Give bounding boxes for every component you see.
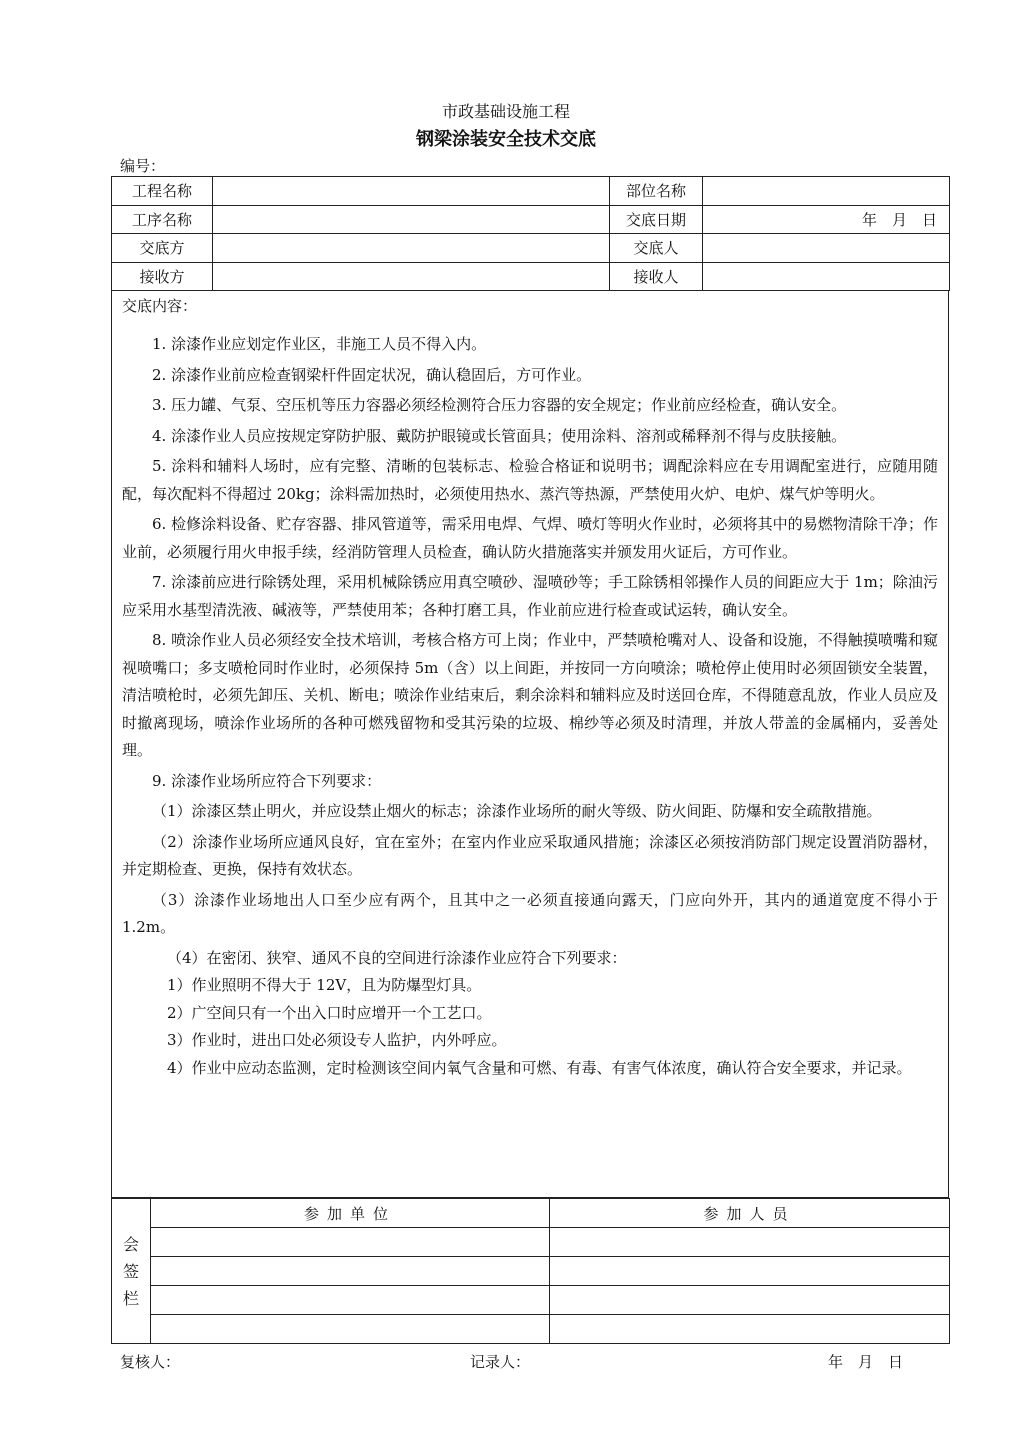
list-item: 7. 涂漆前应进行除锈处理，采用机械除锈应用真空喷砂、湿喷砂等；手工除锈相邻操作人员的间距应大于 1m；除油污应采用水基型清洗液、碱液等，严禁使用苯；各种打磨工具，作业前应进行检查或试运转，确认安全。: [122, 573, 938, 619]
unit-header: 参加单位: [151, 1199, 550, 1228]
list-item: 2. 涂漆作业前应检查钢梁杆件固定状况，确认稳固后，方可作业。: [152, 365, 592, 384]
date-label: 交底日期: [610, 205, 703, 234]
content-section: [111, 290, 949, 1198]
part-name-field[interactable]: [703, 177, 950, 206]
from-person-label: 交底人: [610, 234, 703, 263]
date-field[interactable]: 年 月 日: [703, 205, 950, 234]
signoff-side-char: 栏: [122, 1288, 139, 1308]
list-item: 5. 涂料和辅料人场时，应有完整、清晰的包装标志、检验合格证和说明书；调配涂料应在专用调配室进行，应随用随配，每次配料不得超过 20kg；涂料需加热时，必须使用热水、蒸汽等热源，严禁使用火炉、电炉、煤气炉等明火。: [122, 457, 938, 503]
list-item: （1）涂漆区禁止明火，并应设禁止烟火的标志；涂漆作业场所的耐火等级、防火间距、防爆和安全疏散措施。: [152, 802, 882, 820]
unit-field[interactable]: [151, 1257, 550, 1286]
table-row: [112, 1315, 950, 1344]
footer-date: 年 月 日: [828, 1353, 904, 1371]
document-number-label: 编号：: [120, 157, 166, 175]
list-item: 9. 涂漆作业场所应符合下列要求：: [152, 771, 382, 790]
from-party-field[interactable]: [213, 234, 610, 263]
signoff-side-char: 会: [122, 1234, 139, 1254]
list-item: 6. 检修涂料设备、贮存容器、排风管道等，需采用电焊、气焊、喷灯等明火作业时，必须将其中的易燃物清除干净；作业前，必须履行用火申报手续，经消防管理人员检查，确认防火措施落实并颁发用火证后，方可作业。: [122, 515, 938, 561]
process-name-label: 工序名称: [112, 205, 213, 234]
from-person-field[interactable]: [703, 234, 950, 263]
table-row: [112, 1228, 950, 1257]
info-table: [111, 176, 950, 291]
from-party-label: 交底方: [112, 234, 213, 263]
table-row: [112, 234, 950, 263]
list-item: 8. 喷涂作业人员必须经安全技术培训，考核合格方可上岗；作业中，严禁喷枪嘴对人、设备和设施，不得触摸喷嘴和窥视喷嘴口；多支喷枪同时作业时，必须保持 5m（含）以上间距，并按同一方向喷涂；喷枪停止使用时必须固锁安全装置，清洁喷枪时，必须先卸压、关机、断电；喷涂作业结束后，剩余涂料和辅料应及时送回仓库，不得随意乱放，作业人员应及时撤离现场，喷涂作业场所的各种可燃残留物和受其污染的垃圾、棉纱等必须及时清理，并放人带盖的金属桶内，妥善处理。: [122, 631, 938, 759]
to-person-label: 接收人: [610, 262, 703, 291]
recorder-label: 记录人：: [470, 1353, 531, 1371]
person-field[interactable]: [550, 1228, 950, 1257]
person-field[interactable]: [550, 1315, 950, 1344]
unit-field[interactable]: [151, 1315, 550, 1344]
signoff-side-char: 签: [122, 1261, 139, 1281]
table-row: [112, 205, 950, 234]
project-name-field[interactable]: [213, 177, 610, 206]
person-field[interactable]: [550, 1257, 950, 1286]
signoff-side-label: [112, 1199, 151, 1344]
person-header: 参加人员: [550, 1199, 950, 1228]
list-item: 3. 压力罐、气泵、空压机等压力容器必须经检测符合压力容器的安全规定；作业前应经检查，确认安全。: [152, 396, 847, 414]
list-item: （4）在密闭、狭窄、通风不良的空间进行涂漆作业应符合下列要求：: [167, 948, 627, 967]
table-row: [112, 1257, 950, 1286]
table-row: [112, 1199, 950, 1228]
person-field[interactable]: [550, 1286, 950, 1315]
table-row: [112, 1286, 950, 1315]
to-person-field[interactable]: [703, 262, 950, 291]
list-item: 4）作业中应动态监测，定时检测该空间内氧气含量和可燃、有毒、有害气体浓度，确认符合安全要求，并记录。: [167, 1058, 912, 1077]
to-party-label: 接收方: [112, 262, 213, 291]
list-item: 1. 涂漆作业应划定作业区，非施工人员不得入内。: [152, 335, 487, 353]
table-row: [112, 262, 950, 291]
part-name-label: 部位名称: [610, 177, 703, 206]
list-item: （2）涂漆作业场所应通风良好，宜在室外；在室内作业应采取通风措施；涂漆区必须按消防部门规定设置消防器材，并定期检查、更换，保持有效状态。: [122, 832, 938, 878]
document-subtitle: 市政基础设施工程: [441, 102, 570, 121]
list-item: 1）作业照明不得大于 12V，且为防爆型灯具。: [167, 976, 482, 994]
content-label: 交底内容：: [122, 297, 198, 315]
list-item: 2）广空间只有一个出入口时应增开一个工艺口。: [167, 1003, 492, 1022]
project-name-label: 工程名称: [112, 177, 213, 206]
table-row: [112, 177, 950, 206]
list-item: 3）作业时，进出口处必须设专人监护，内外呼应。: [167, 1031, 507, 1049]
to-party-field[interactable]: [213, 262, 610, 291]
content-items: [122, 331, 938, 1082]
list-item: （3）涂漆作业场地出人口至少应有两个，且其中之一必须直接通向露天，门应向外开，其内的通道宽度不得小于 1.2m。: [122, 890, 938, 936]
reviewer-label: 复核人：: [120, 1353, 181, 1371]
document-title: 钢梁涂装安全技术交底: [416, 129, 596, 150]
process-name-field[interactable]: [213, 205, 610, 234]
signoff-table: [111, 1198, 950, 1344]
unit-field[interactable]: [151, 1228, 550, 1257]
list-item: 4. 涂漆作业人员应按规定穿防护服、戴防护眼镜或长管面具；使用涂料、溶剂或稀释剂不得与皮肤接触。: [152, 426, 847, 445]
unit-field[interactable]: [151, 1286, 550, 1315]
